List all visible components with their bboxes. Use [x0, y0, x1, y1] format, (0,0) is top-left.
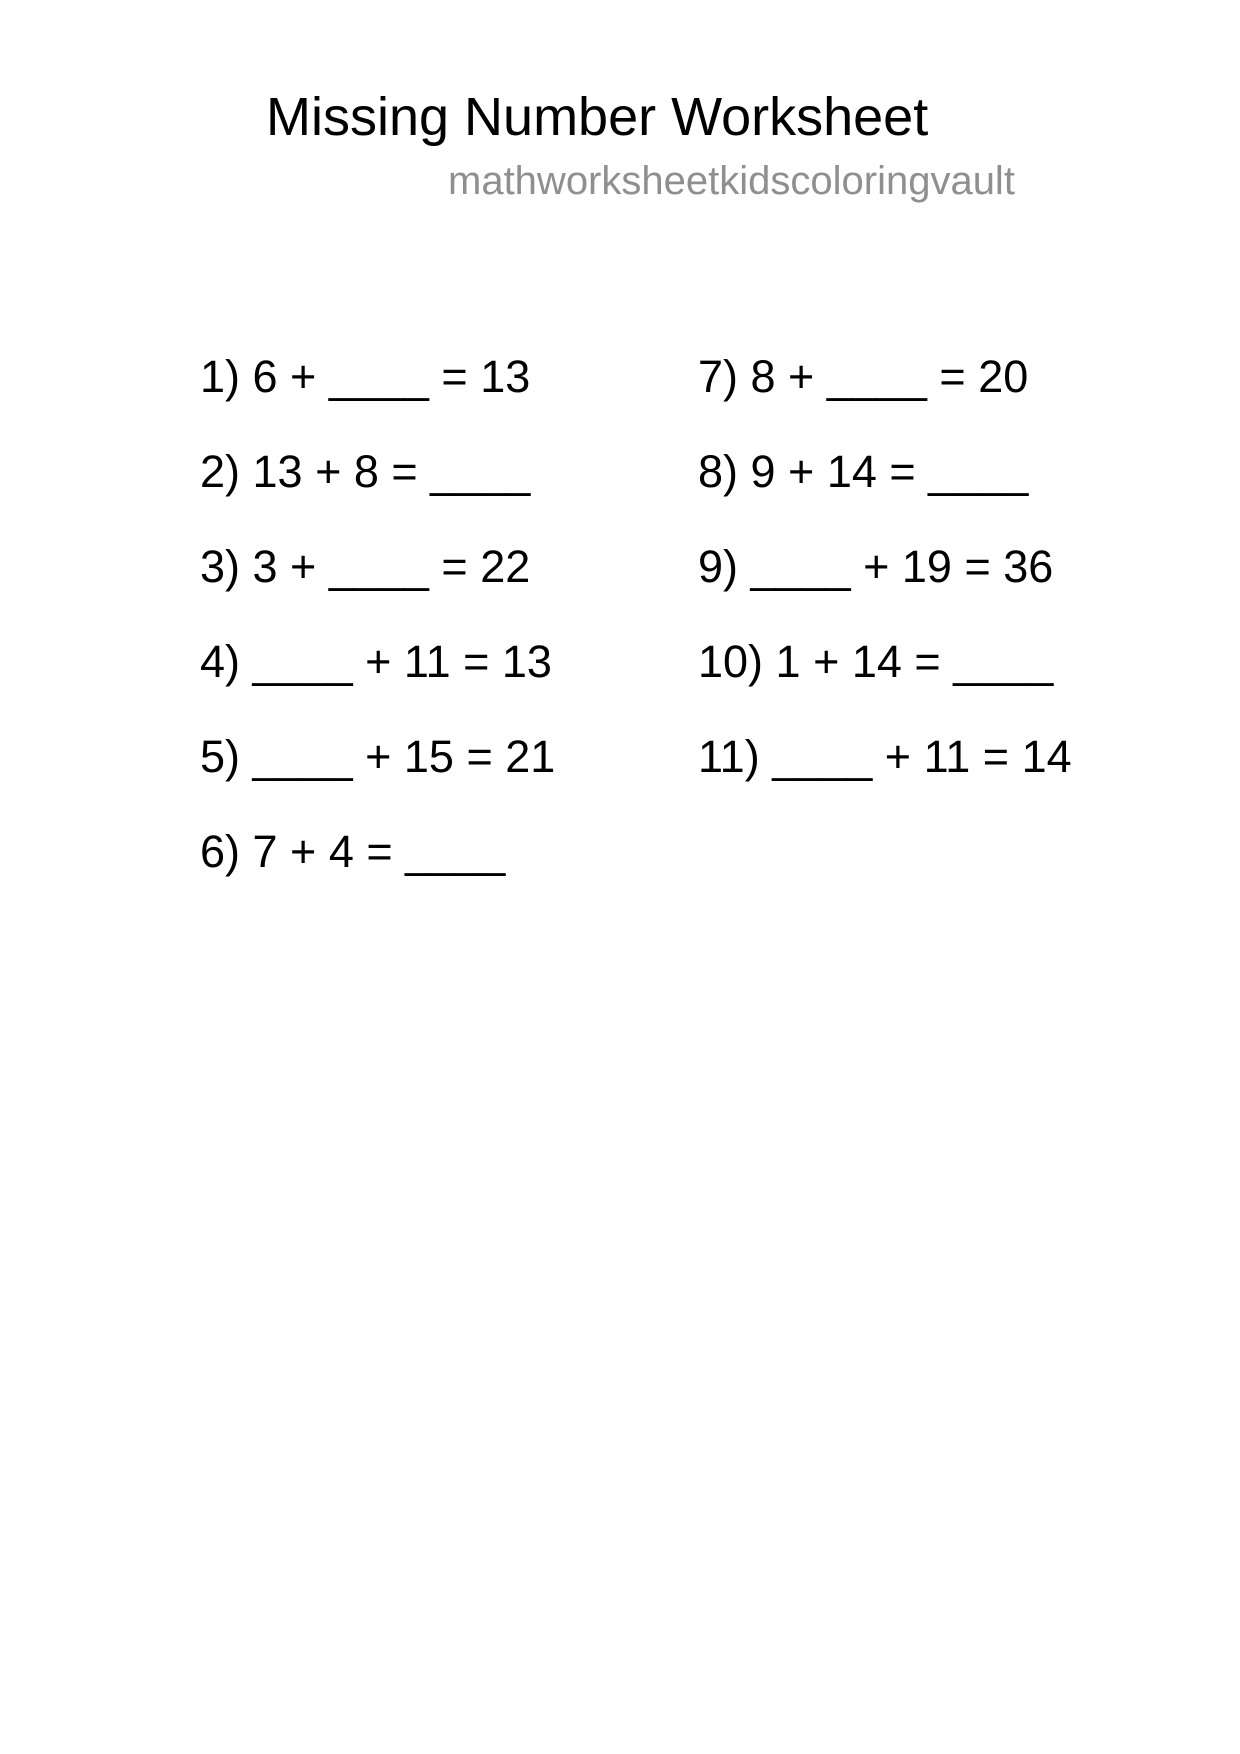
problems-column-right	[698, 329, 1072, 804]
problem-row-3: 3) 3 + ____ = 22	[200, 541, 531, 592]
problem-row-9: 9) ____ + 19 = 36	[698, 541, 1054, 592]
problem-row-8: 8) 9 + 14 = ____	[698, 446, 1029, 497]
problem-row-5: 5) ____ + 15 = 21	[200, 731, 556, 782]
problems-column-left	[200, 329, 555, 899]
problem-row-6: 6) 7 + 4 = ____	[200, 826, 506, 877]
page-title: Missing Number Worksheet	[266, 87, 929, 147]
problem-row-7: 7) 8 + ____ = 20	[698, 351, 1029, 402]
problem-row-2: 2) 13 + 8 = ____	[200, 446, 531, 497]
watermark-text: mathworksheetkidscoloringvault	[448, 159, 1015, 203]
problem-row-1: 1) 6 + ____ = 13	[200, 351, 531, 402]
problem-row-11: 11) ____ + 11 = 14	[698, 731, 1072, 782]
problem-row-10: 10) 1 + 14 = ____	[698, 636, 1054, 687]
problem-row-4: 4) ____ + 11 = 13	[200, 636, 552, 687]
